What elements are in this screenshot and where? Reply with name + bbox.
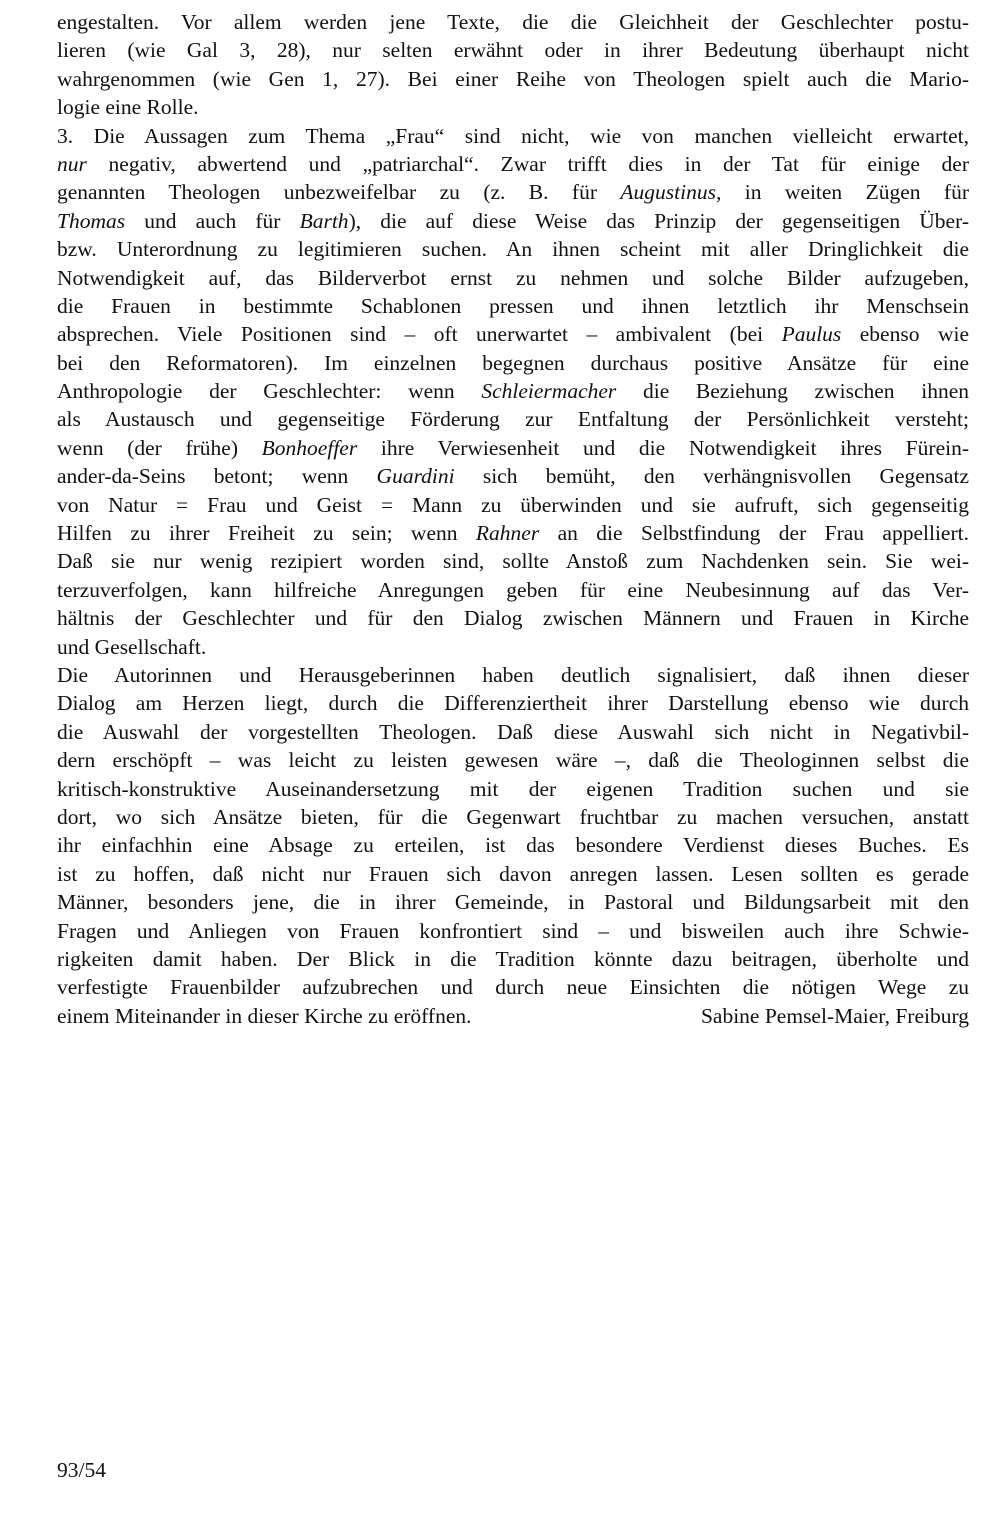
italic-name-paulus: Paulus: [781, 322, 842, 347]
text-line: lieren (wie Gal 3, 28), nur selten erwähnt oder in ihrer Bedeutung überhaupt nicht: [57, 38, 969, 63]
text-line: rigkeiten damit haben. Der Blick in die Tradition könnte dazu beitragen, überholte und: [57, 946, 969, 971]
italic-name-schleiermacher: Schleiermacher: [481, 379, 617, 404]
italic-name-rahner: Rahner: [475, 521, 540, 546]
text-line: logie eine Rolle.: [57, 95, 199, 120]
italic-name-guardini: Guardini: [376, 464, 455, 489]
text-line: hältnis der Geschlechter und für den Dialog zwischen Männern und Frauen in Kirche: [57, 606, 969, 631]
text-line: nur negativ, abwertend und „patriarchal“. Zwar trifft dies in der Tat für einige der: [57, 151, 969, 176]
paragraph-1: [57, 8, 969, 122]
text-line: die Frauen in bestimmte Schablonen pressen und ihnen letztlich ihr Menschsein: [57, 293, 969, 318]
text-line: Notwendigkeit auf, das Bilderverbot ernst zu nehmen und solche Bilder aufzugeben,: [57, 265, 969, 290]
text-line: engestalten. Vor allem werden jene Texte, die die Gleichheit der Geschlechter postu-: [57, 10, 969, 34]
text-line: Die Autorinnen und Herausgeberinnen haben deutlich signalisiert, daß ihnen dieser: [57, 662, 969, 687]
text-line: Anthropologie der Geschlechter: wenn Schleiermacher die Beziehung zwischen ihnen: [57, 379, 969, 404]
text-line: ihr einfachhin eine Absage zu erteilen, ist das besondere Verdienst dieses Buches. Es: [57, 833, 969, 858]
italic-name-augustinus: Augustinus,: [620, 180, 722, 205]
text-line: Thomas und auch für Barth), die auf diese Weise das Prinzip der gegenseitigen Über-: [57, 208, 969, 233]
text-line: einem Miteinander in dieser Kirche zu eröffnen.: [57, 1003, 472, 1028]
text-line: Dialog am Herzen liegt, durch die Differenziertheit ihrer Darstellung ebenso wie durch: [57, 691, 969, 716]
review-text-body: [57, 8, 969, 1030]
text-line: von Natur = Frau und Geist = Mann zu überwinden und sie aufruft, sich gegenseitig: [57, 492, 969, 517]
text-line: bzw. Unterordnung zu legitimieren suchen. An ihnen scheint mit aller Dringlichkeit die: [57, 237, 969, 262]
text-line: dern erschöpft – was leicht zu leisten gewesen wäre –, daß die Theologinnen selbst die: [57, 748, 969, 773]
text-line: terzuverfolgen, kann hilfreiche Anregungen geben für eine Neubesinnung auf das Ver-: [57, 577, 969, 602]
text-line: bei den Reformatoren). Im einzelnen begegnen durchaus positive Ansätze für eine: [57, 350, 969, 375]
closing-line: [57, 1002, 969, 1030]
reviewer-signature: Sabine Pemsel-Maier, Freiburg: [700, 1003, 969, 1028]
page-number: 93/54: [57, 1458, 106, 1482]
text-line: die Auswahl der vorgestellten Theologen. Daß diese Auswahl sich nicht in Negativbil-: [57, 719, 969, 744]
text-line: wahrgenommen (wie Gen 1, 27). Bei einer Reihe von Theologen spielt auch die Mario-: [57, 66, 969, 91]
italic-name-barth: Barth: [299, 208, 349, 233]
text-line: und Gesellschaft.: [57, 634, 207, 659]
text-line: Daß sie nur wenig rezipiert worden sind, sollte Anstoß zum Nachdenken sein. Sie wei-: [57, 549, 969, 574]
text-line: ander-da-Seins betont; wenn Guardini sich bemüht, den verhängnisvollen Gegensatz: [57, 464, 969, 489]
paragraph-3: [57, 661, 969, 1030]
text-line: absprechen. Viele Positionen sind – oft unerwartet – ambivalent (bei Paulus ebenso wie: [57, 322, 969, 347]
text-line: ist zu hoffen, daß nicht nur Frauen sich davon anregen lassen. Lesen sollten es gerade: [57, 861, 969, 886]
italic-name-thomas: Thomas: [57, 208, 126, 233]
text-line: als Austausch und gegenseitige Förderung zur Entfaltung der Persönlichkeit versteht;: [57, 407, 969, 432]
italic-name-bonhoeffer: Bonhoeffer: [261, 435, 358, 460]
text-line: 3. Die Aussagen zum Thema „Frau“ sind nicht, wie von manchen vielleicht erwartet,: [57, 123, 969, 148]
text-line: Männer, besonders jene, die in ihrer Gemeinde, in Pastoral und Bildungsarbeit mit den: [57, 890, 969, 915]
paragraph-2: [57, 122, 969, 661]
text-line: genannten Theologen unbezweifelbar zu (z. B. für Augustinus, in weiten Zügen für: [57, 180, 969, 205]
text-line: Hilfen zu ihrer Freiheit zu sein; wenn Rahner an die Selbstfindung der Frau appelliert.: [57, 521, 969, 546]
italic-word: nur: [57, 151, 87, 176]
text-line: kritisch-konstruktive Auseinandersetzung mit der eigenen Tradition suchen und sie: [57, 776, 969, 801]
text-line: verfestigte Frauenbilder aufzubrechen und durch neue Einsichten die nötigen Wege zu: [57, 975, 969, 1000]
text-line: Fragen und Anliegen von Frauen konfrontiert sind – und bisweilen auch ihre Schwie-: [57, 918, 969, 943]
text-line: wenn (der frühe) Bonhoeffer ihre Verwiesenheit und die Notwendigkeit ihres Fürein-: [57, 435, 969, 460]
text-line: dort, wo sich Ansätze bieten, für die Gegenwart fruchtbar zu machen versuchen, anstatt: [57, 804, 969, 829]
